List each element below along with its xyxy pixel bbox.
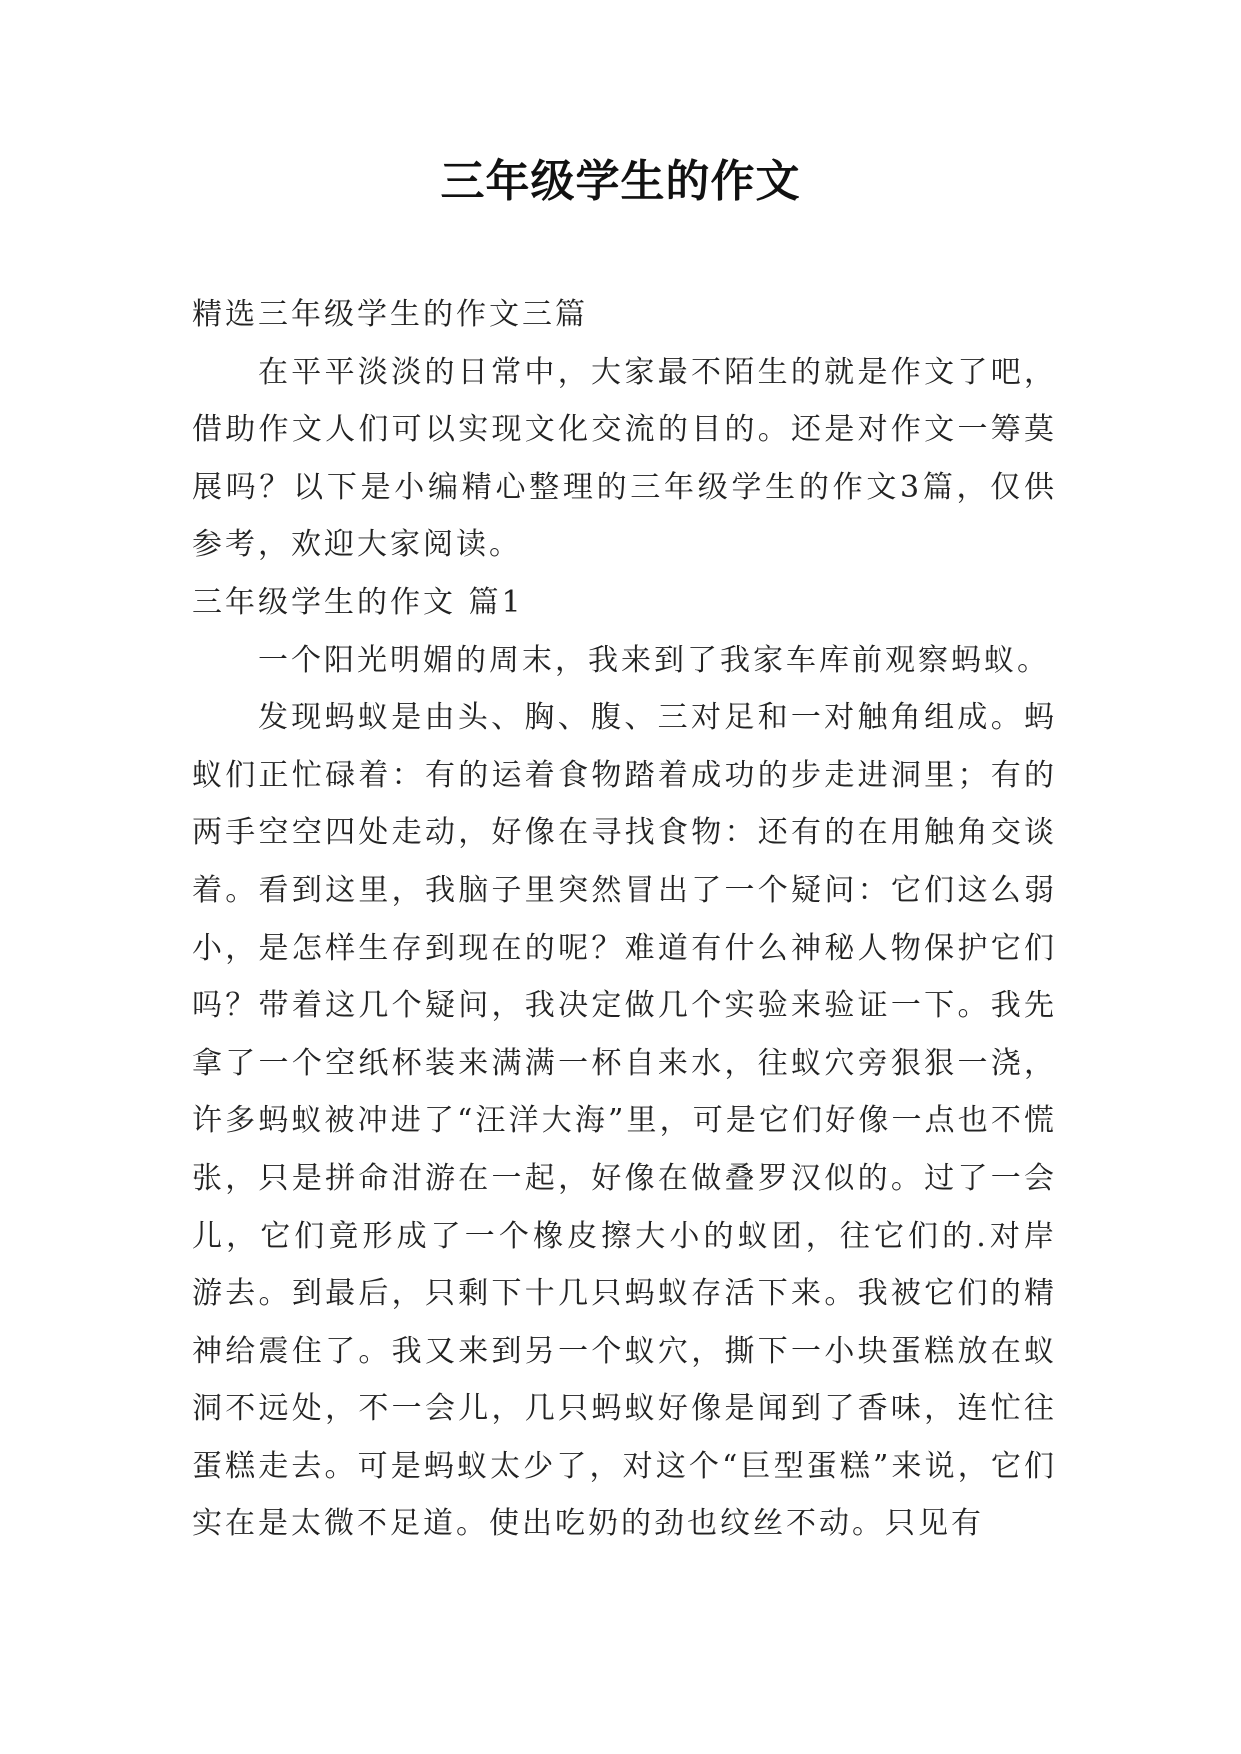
body-paragraph: 发现蚂蚁是由头、胸、腹、三对足和一对触角组成。蚂蚁们正忙碌着：有的运着食物踏着成功的步走进洞里；有的两手空空四处走动，好像在寻找食物：还有的在用触角交谈着。看到这里，我脑子里突然冒出了一个疑问：它们这么弱小，是怎样生存到现在的呢？难道有什么神秘人物保护它们吗？带着这几个疑问，我决定做几个实验来验证一下。我先拿了一个空纸杯装来满满一杯自来水，往蚁穴旁狠狠一浇，许多蚂蚁被冲进了“汪洋大海”里，可是它们好像一点也不慌张，只是拼命泔游在一起，好像在做叠罗汉似的。过了一会儿，它们竟形成了一个橡皮擦大小的蚁团，往它们的.对岸游去。到最后，只剩下十几只蚂蚁存活下来。我被它们的精神给震住了。我又来到另一个蚁穴，撕下一小块蛋糕放在蚁洞不远处，不一会儿，几只蚂蚁好像是闻到了香味，连忙往蛋糕走去。可是蚂蚁太少了，对这个“巨型蛋糕”来说，它们实在是太微不足道。使出吃奶的劲也纹丝不动。只见有 — [192, 700, 1057, 1542]
document-body — [192, 286, 1057, 1553]
section-heading: 三年级学生的作文 篇1 — [192, 584, 524, 620]
document-subtitle: 精选三年级学生的作文三篇 — [192, 297, 588, 332]
intro-paragraph: 在平平淡淡的日常中，大家最不陌生的就是作文了吧，借助作文人们可以实现文化交流的目的。还是对作文一筹莫展吗？以下是小编精心整理的三年级学生的作文3篇，仅供参考，欢迎大家阅读。 — [192, 354, 1057, 563]
body-paragraph: 一个阳光明媚的周末，我来到了我家车库前观察蚂蚁。 — [258, 642, 1050, 678]
document-title: 三年级学生的作文 — [440, 156, 801, 207]
